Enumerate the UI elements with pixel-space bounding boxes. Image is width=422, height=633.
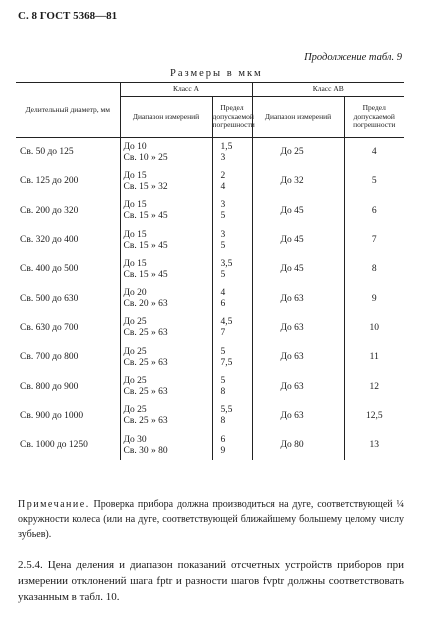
cell-diameter: Св. 500 до 630 bbox=[20, 293, 79, 304]
cell-deviation-ab: 7 bbox=[344, 226, 404, 255]
cell-diameter: Св. 700 до 800 bbox=[20, 352, 79, 363]
range-a-line-2: Св. 15 » 45 bbox=[123, 269, 168, 280]
range-a-line-2: Св. 25 » 63 bbox=[123, 416, 168, 427]
cell-deviation-a bbox=[212, 255, 252, 284]
cell-range-ab: До 63 bbox=[252, 314, 344, 343]
range-a-line-1: До 10 bbox=[123, 141, 147, 152]
deviation-a-line-1: 3,5 bbox=[220, 258, 233, 269]
table-note bbox=[18, 497, 404, 542]
deviation-a-line-2: 4 bbox=[220, 181, 226, 192]
deviation-a-line-2: 9 bbox=[220, 445, 226, 456]
cell-deviation-a bbox=[212, 402, 252, 431]
header-diameter: Делительный диаметр, мм bbox=[16, 83, 120, 138]
cell-deviation-ab: 4 bbox=[344, 138, 404, 168]
table-row bbox=[16, 431, 404, 460]
range-a-line-2: Св. 25 » 63 bbox=[123, 328, 168, 339]
cell-range-a bbox=[120, 402, 212, 431]
deviation-a-line-2: 8 bbox=[220, 416, 226, 427]
cell-range-ab: До 32 bbox=[252, 167, 344, 196]
continuation-label: Продолжение табл. 9 bbox=[304, 52, 402, 63]
table-row bbox=[16, 138, 404, 168]
cell-range-ab: До 45 bbox=[252, 226, 344, 255]
table-row bbox=[16, 284, 404, 313]
range-a-line-1: До 15 bbox=[123, 258, 147, 269]
page-label: С. 8 ГОСТ 5368—81 bbox=[18, 10, 118, 22]
range-a-line-1: До 25 bbox=[123, 405, 147, 416]
cell-range-a bbox=[120, 138, 212, 168]
range-a-line-2: Св. 15 » 32 bbox=[123, 181, 168, 192]
cell-diameter: Св. 125 до 200 bbox=[20, 176, 79, 187]
cell-deviation-a bbox=[212, 138, 252, 168]
cell-diameter: Св. 1000 до 1250 bbox=[20, 440, 88, 451]
cell-deviation-ab: 12 bbox=[344, 372, 404, 401]
units-caption: Размеры в мкм bbox=[170, 68, 263, 79]
cell-diameter: Св. 900 до 1000 bbox=[20, 410, 84, 421]
table-row bbox=[16, 255, 404, 284]
deviation-a-line-2: 3 bbox=[220, 152, 226, 163]
cell-range-a bbox=[120, 372, 212, 401]
cell-range-ab: До 63 bbox=[252, 402, 344, 431]
range-a-line-1: До 15 bbox=[123, 200, 147, 211]
tolerance-table bbox=[16, 82, 404, 460]
cell-range-a bbox=[120, 197, 212, 226]
range-a-line-1: До 30 bbox=[123, 434, 147, 445]
cell-diameter: Св. 400 до 500 bbox=[20, 264, 79, 275]
cell-range-a bbox=[120, 226, 212, 255]
table-row bbox=[16, 372, 404, 401]
cell-range-ab: До 45 bbox=[252, 197, 344, 226]
table-row bbox=[16, 197, 404, 226]
deviation-a-line-1: 1,5 bbox=[220, 141, 233, 152]
cell-range-a bbox=[120, 284, 212, 313]
section-paragraph: 2.5.4. Цена деления и диапазон показаний отсчетных устройств приборов при измерении отклонений шага fptr и разности шагов fvptr должны соответствовать указанным в табл. 10. bbox=[18, 559, 404, 603]
range-a-line-1: До 25 bbox=[123, 376, 147, 387]
range-a-line-1: До 20 bbox=[123, 288, 147, 299]
range-a-line-2: Св. 30 » 80 bbox=[123, 445, 168, 456]
cell-deviation-ab: 5 bbox=[344, 167, 404, 196]
cell-deviation-ab: 13 bbox=[344, 431, 404, 460]
range-a-line-2: Св. 10 » 25 bbox=[123, 152, 168, 163]
deviation-a-line-2: 6 bbox=[220, 299, 226, 310]
deviation-a-line-2: 7 bbox=[220, 328, 226, 339]
note-text: Проверка прибора должна производиться на дуге, соответствующей ¼ окружности колеса (или на дуге, соответствующей ближайшему большему целому числу зубьев). bbox=[18, 499, 404, 540]
deviation-a-line-1: 2 bbox=[220, 170, 226, 181]
deviation-a-line-1: 5 bbox=[220, 346, 226, 357]
cell-diameter: Св. 320 до 400 bbox=[20, 235, 79, 246]
cell-deviation-ab: 11 bbox=[344, 343, 404, 372]
cell-range-ab: До 25 bbox=[252, 138, 344, 168]
deviation-a-line-2: 5 bbox=[220, 211, 226, 222]
cell-range-a bbox=[120, 167, 212, 196]
cell-deviation-ab: 12,5 bbox=[344, 402, 404, 431]
range-a-line-1: До 15 bbox=[123, 229, 147, 240]
cell-range-a bbox=[120, 255, 212, 284]
deviation-a-line-1: 6 bbox=[220, 434, 226, 445]
range-a-line-1: До 15 bbox=[123, 170, 147, 181]
table-row bbox=[16, 226, 404, 255]
note-label: Примечание. bbox=[18, 499, 90, 510]
cell-deviation-ab: 6 bbox=[344, 197, 404, 226]
table-body bbox=[16, 138, 404, 461]
range-a-line-2: Св. 25 » 63 bbox=[123, 387, 168, 398]
range-a-line-2: Св. 15 » 45 bbox=[123, 240, 168, 251]
cell-deviation-a bbox=[212, 167, 252, 196]
cell-diameter: Св. 630 до 700 bbox=[20, 322, 79, 333]
page-header bbox=[18, 10, 402, 26]
range-a-line-2: Св. 25 » 63 bbox=[123, 357, 168, 368]
header-range-a: Диапазон измерений bbox=[120, 97, 212, 138]
table-row bbox=[16, 343, 404, 372]
deviation-a-line-1: 4 bbox=[220, 288, 226, 299]
header-class-a: Класс А bbox=[120, 83, 252, 97]
table-row bbox=[16, 167, 404, 196]
cell-deviation-a bbox=[212, 197, 252, 226]
deviation-a-line-2: 5 bbox=[220, 240, 226, 251]
table-continuation-line bbox=[18, 52, 402, 68]
header-range-ab: Диапазон измерений bbox=[252, 97, 344, 138]
range-a-line-2: Св. 20 » 63 bbox=[123, 299, 168, 310]
cell-diameter: Св. 50 до 125 bbox=[20, 147, 74, 158]
deviation-a-line-1: 3 bbox=[220, 229, 226, 240]
cell-range-a bbox=[120, 314, 212, 343]
deviation-a-line-1: 5 bbox=[220, 376, 226, 387]
cell-deviation-ab: 8 bbox=[344, 255, 404, 284]
cell-range-ab: До 63 bbox=[252, 343, 344, 372]
deviation-a-line-2: 8 bbox=[220, 387, 226, 398]
cell-range-ab: До 80 bbox=[252, 431, 344, 460]
header-class-ab: Класс АВ bbox=[252, 83, 404, 97]
cell-deviation-a bbox=[212, 314, 252, 343]
cell-range-ab: До 63 bbox=[252, 372, 344, 401]
deviation-a-line-2: 5 bbox=[220, 269, 226, 280]
cell-range-ab: До 45 bbox=[252, 255, 344, 284]
cell-deviation-a bbox=[212, 343, 252, 372]
header-deviation-a: Предел допускаемой погрешности bbox=[212, 97, 252, 138]
range-a-line-1: До 25 bbox=[123, 317, 147, 328]
cell-range-a bbox=[120, 343, 212, 372]
deviation-a-line-1: 4,5 bbox=[220, 317, 233, 328]
deviation-a-line-2: 7,5 bbox=[220, 357, 233, 368]
cell-deviation-ab: 10 bbox=[344, 314, 404, 343]
table-row bbox=[16, 402, 404, 431]
cell-deviation-a bbox=[212, 226, 252, 255]
cell-deviation-a bbox=[212, 431, 252, 460]
range-a-line-1: До 25 bbox=[123, 346, 147, 357]
cell-deviation-a bbox=[212, 284, 252, 313]
table-row bbox=[16, 314, 404, 343]
cell-deviation-a bbox=[212, 372, 252, 401]
range-a-line-2: Св. 15 » 45 bbox=[123, 211, 168, 222]
cell-range-a bbox=[120, 431, 212, 460]
cell-range-ab: До 63 bbox=[252, 284, 344, 313]
cell-diameter: Св. 200 до 320 bbox=[20, 205, 79, 216]
header-deviation-ab: Предел допускаемой погрешности bbox=[344, 97, 404, 138]
deviation-a-line-1: 5,5 bbox=[220, 405, 233, 416]
cell-deviation-ab: 9 bbox=[344, 284, 404, 313]
cell-diameter: Св. 800 до 900 bbox=[20, 381, 79, 392]
deviation-a-line-1: 3 bbox=[220, 200, 226, 211]
